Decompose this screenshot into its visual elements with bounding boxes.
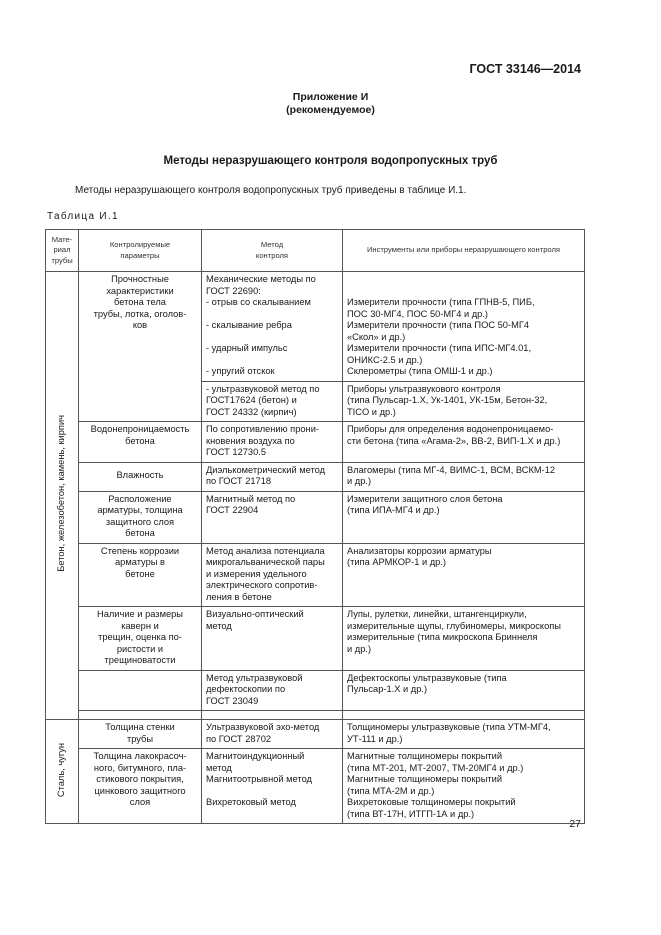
cell-line: измерительные (типа микроскопа Бриннеля	[347, 632, 538, 642]
cell-line: дефектоскопии по	[206, 684, 286, 694]
method-cell	[202, 491, 343, 543]
header-instruments: Инструменты или приборы неразрушающего контроля	[343, 230, 585, 272]
cell-line: ного, битумного, пла-	[93, 762, 187, 773]
cell-line: параметры	[120, 250, 160, 260]
table-caption: Таблица И.1	[47, 211, 119, 222]
cell-line: бетона	[125, 435, 155, 446]
cell-line: Приборы для определения водонепроницаемо-	[347, 424, 554, 434]
cell-line: Диэлькометрический метод	[206, 464, 326, 475]
param-cell	[79, 491, 202, 543]
cell-line: Дефектоскопы ультразвуковые (типа	[347, 672, 507, 683]
cell-line: Измерители защитного слоя бетона	[347, 493, 503, 504]
page-number: 27	[569, 818, 581, 830]
cell-line: Склерометры (типа ОМШ-1 и др.)	[347, 366, 493, 376]
table-row	[46, 491, 585, 543]
cell-line: Магнитоиндукционный	[206, 751, 305, 761]
cell-line: ристости и	[116, 643, 164, 654]
cell-line: (типа ИПА-МГ4 и др.)	[347, 505, 440, 515]
cell-line: (типа МТ-201, МТ-2007, ТМ-20МГ4 и др.)	[347, 762, 524, 773]
method-cell	[202, 670, 343, 711]
spacer-cell	[79, 711, 202, 720]
cell-line: сти бетона (типа «Агама-2», ВВ-2, ВИП-1.Х и др.)	[347, 435, 561, 446]
cell-line: Приборы ультразвукового контроля	[347, 383, 501, 394]
cell-line: Ультразвуковой эхо-метод	[206, 722, 320, 732]
method-cell	[202, 462, 343, 491]
cell-line: - ультразвуковой метод по	[206, 383, 320, 394]
cell-line: кновения воздуха по	[206, 435, 295, 446]
method-cell	[202, 607, 343, 671]
instruments-cell	[343, 272, 585, 382]
param-cell	[79, 543, 202, 607]
cell-line: Метод ультразвуковой	[206, 672, 303, 683]
cell-line: и др.)	[347, 643, 372, 654]
cell-line: контроля	[255, 250, 289, 260]
cell-line: метод	[206, 762, 232, 773]
cell-line: Магнитные толщиномеры покрытий	[347, 751, 503, 761]
instruments-cell	[343, 422, 585, 463]
material-steel	[46, 720, 79, 824]
cell-line: каверн и	[121, 620, 159, 631]
cell-line: микрогальванической пары	[206, 557, 325, 567]
param-cell	[79, 749, 202, 824]
param-cell	[79, 422, 202, 463]
cell-line: (типа АРМКОР-1 и др.)	[347, 557, 447, 567]
header-params	[79, 230, 202, 272]
methods-table	[45, 229, 585, 824]
instruments-cell	[343, 670, 585, 711]
method-cell	[202, 272, 343, 382]
cell-line: Вихретоковый метод	[206, 797, 296, 807]
cell-line: Визуально-оптический	[206, 609, 304, 619]
cell-line: - ударный импульс	[206, 343, 288, 353]
header-method	[202, 230, 343, 272]
param-cell	[79, 272, 202, 422]
cell-line: Магнитные толщиномеры покрытий	[347, 774, 503, 784]
cell-line: Влажность	[116, 470, 164, 481]
cell-line: «Скол» и др.)	[347, 331, 406, 342]
cell-line: ления в бетоне	[206, 591, 272, 602]
cell-line: трубы	[51, 255, 73, 265]
param-cell-empty	[79, 670, 202, 711]
cell-line: Измерители прочности (типа ПОС 50-МГ4	[347, 320, 530, 330]
cell-line: ков	[132, 320, 148, 330]
cell-line: цинкового защитного	[94, 785, 186, 796]
cell-line: Вихретоковые толщиномеры покрытий	[347, 797, 516, 807]
cell-line: Контролируемые	[109, 240, 171, 249]
cell-line: Магнитный метод по	[206, 493, 296, 504]
cell-line: Влагомеры (типа МГ-4, ВИМС-1, ВСМ, ВСКМ-12	[347, 464, 556, 475]
material-steel-label: Сталь, чугун	[56, 742, 67, 797]
cell-line: стикового покрытия,	[96, 774, 184, 784]
instruments-cell	[343, 381, 585, 422]
cell-line: Измерители прочности (типа ГПНВ-5, ПИБ,	[347, 297, 535, 307]
cell-line: бетона тела	[114, 297, 166, 307]
cell-line: Магнитоотрывной метод	[206, 774, 312, 784]
cell-line: ГОСТ 23049	[206, 695, 259, 706]
table-row	[46, 720, 585, 749]
cell-line: (типа ВТ-17Н, ИТГП-1А и др.)	[347, 808, 475, 819]
cell-line: Степень коррозии	[100, 545, 180, 556]
cell-line	[206, 355, 338, 367]
cell-line: ГОСТ 12730.5	[206, 447, 267, 457]
material-concrete-label: Бетон, железобетон, камень, кирпич	[56, 415, 67, 573]
cell-line: Метод анализа потенциала	[206, 545, 325, 556]
table-row	[46, 272, 585, 382]
cell-line: (типа МТА-2М и др.)	[347, 785, 435, 796]
method-cell	[202, 749, 343, 824]
cell-line: трубы, лотка, оголов-	[93, 308, 187, 319]
section-title: Методы неразрушающего контроля водопропускных труб	[163, 155, 498, 167]
standard-number: ГОСТ 33146—2014	[469, 62, 581, 76]
cell-line: измерительные щупы, глубиномеры, микроскопы	[347, 620, 561, 631]
cell-line: - отрыв со скалыванием	[206, 297, 311, 307]
cell-line: Наличие и размеры	[97, 609, 183, 619]
cell-line: бетоне	[125, 568, 155, 579]
cell-line: арматуры, толщина	[97, 505, 183, 515]
cell-line: УТ-111 и др.)	[347, 733, 403, 744]
material-concrete	[46, 272, 79, 720]
cell-line: Анализаторы коррозии арматуры	[347, 545, 492, 556]
cell-line: защитного слоя	[105, 516, 175, 527]
cell-line: Толщиномеры ультразвуковые (типа УТМ-МГ4,	[347, 722, 551, 732]
cell-line: характеристики	[106, 285, 174, 296]
cell-line	[206, 309, 338, 321]
cell-line	[347, 286, 580, 298]
cell-line: по ГОСТ 28702	[206, 733, 272, 744]
cell-line: риал	[53, 245, 71, 255]
cell-line: ПОС 30-МГ4, ПОС 50-МГ4 и др.)	[347, 308, 488, 319]
cell-line: Водонепроницаемость	[90, 424, 190, 434]
cell-line: ГОСТ 24332 (кирпич)	[206, 406, 297, 417]
cell-line: Лупы, рулетки, линейки, штангенциркули,	[347, 609, 527, 619]
table-row-spacer	[46, 711, 585, 720]
cell-line: бетона	[125, 528, 155, 538]
table-row	[46, 462, 585, 491]
spacer-cell	[202, 711, 343, 720]
param-cell	[79, 462, 202, 491]
cell-line	[347, 274, 580, 286]
header-material	[46, 230, 79, 272]
cell-line: Измерители прочности (типа ИПС-МГ4.01,	[347, 343, 532, 353]
intro-paragraph: Методы неразрушающего контроля водопропускных труб приведены в таблице И.1.	[75, 185, 467, 196]
cell-line: (типа Пульсар-1.Х, Ук-1401, УК-15м, Бетон-32,	[347, 395, 548, 405]
method-cell	[202, 381, 343, 422]
cell-line: трубы	[126, 733, 154, 744]
cell-line	[206, 332, 338, 344]
spacer-cell	[343, 711, 585, 720]
cell-line: По сопротивлению прони-	[206, 424, 319, 434]
cell-line: и др.)	[347, 476, 372, 486]
cell-line: Метод	[260, 240, 284, 249]
instruments-cell	[343, 491, 585, 543]
cell-line: Механические методы по	[206, 274, 316, 284]
table-row	[46, 543, 585, 607]
cell-line: ГОСТ17624 (бетон) и	[206, 395, 297, 405]
cell-line: слоя	[129, 797, 151, 807]
cell-line: ГОСТ 22690:	[206, 285, 261, 296]
table-row	[46, 422, 585, 463]
cell-line: Толщина лакокрасоч-	[93, 751, 187, 761]
table-row	[46, 670, 585, 711]
param-cell	[79, 720, 202, 749]
instruments-cell	[343, 720, 585, 749]
method-cell	[202, 543, 343, 607]
cell-line: электрического сопротив-	[206, 580, 318, 590]
appendix-subtitle: (рекомендуемое)	[286, 104, 375, 116]
table-header-row	[46, 230, 585, 272]
method-cell	[202, 422, 343, 463]
instruments-cell	[343, 607, 585, 671]
cell-line: арматуры в	[115, 557, 165, 567]
instruments-cell	[343, 749, 585, 824]
cell-line: Мате-	[51, 234, 73, 244]
cell-line: Расположение	[108, 493, 172, 504]
cell-line: Пульсар-1.Х и др.)	[347, 684, 428, 694]
table-row	[46, 607, 585, 671]
cell-line: трещиноватости	[104, 655, 176, 665]
cell-line: Прочностные	[111, 274, 169, 284]
method-cell	[202, 720, 343, 749]
cell-line: и измерения удельного	[206, 568, 307, 579]
cell-line: по ГОСТ 21718	[206, 476, 272, 486]
instruments-cell	[343, 543, 585, 607]
cell-line: метод	[206, 620, 232, 631]
cell-line: ОНИКС-2.5 и др.)	[347, 354, 423, 365]
cell-line: Толщина стенки	[105, 722, 175, 732]
cell-line: трещин, оценка по-	[98, 632, 182, 642]
table-row	[46, 749, 585, 824]
cell-line	[206, 786, 338, 798]
cell-line: ГОСТ 22904	[206, 505, 259, 515]
appendix-title: Приложение И	[292, 91, 369, 103]
cell-line: - упругий отскок	[206, 366, 275, 376]
instruments-cell	[343, 462, 585, 491]
cell-line: - скалывание ребра	[206, 320, 292, 330]
param-cell	[79, 607, 202, 671]
cell-line: TICO и др.)	[347, 406, 396, 417]
